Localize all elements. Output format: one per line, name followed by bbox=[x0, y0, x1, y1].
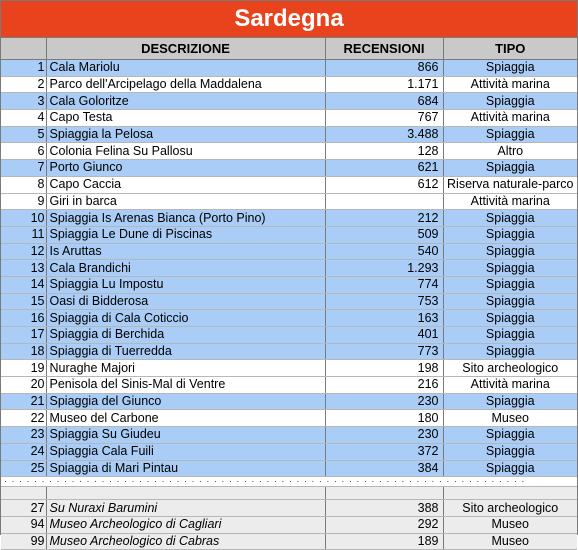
dotted-separator-row bbox=[1, 477, 577, 487]
row-number[interactable]: 18 bbox=[1, 343, 46, 360]
row-number[interactable]: 21 bbox=[1, 393, 46, 410]
row-descrizione[interactable]: Spiaggia Su Giudeu bbox=[46, 427, 325, 444]
row-number[interactable]: 11 bbox=[1, 226, 46, 243]
row-number[interactable]: 25 bbox=[1, 460, 46, 477]
row-tipo[interactable]: Spiaggia bbox=[443, 460, 577, 477]
table-row[interactable] bbox=[1, 143, 577, 160]
row-recensioni[interactable]: 1.293 bbox=[325, 260, 443, 277]
row-tipo[interactable]: Spiaggia bbox=[443, 60, 577, 77]
table-row[interactable] bbox=[1, 310, 577, 327]
table-row[interactable] bbox=[1, 443, 577, 460]
table-row[interactable] bbox=[1, 410, 577, 427]
header-num bbox=[1, 38, 46, 60]
row-descrizione[interactable]: Porto Giunco bbox=[46, 160, 325, 177]
row-number[interactable]: 3 bbox=[1, 93, 46, 110]
row-recensioni[interactable]: 621 bbox=[325, 160, 443, 177]
dotted-line: · · · · · · · · · · · · · · · · · · · · · · · · · · · · · · · · · · · · · · · · · · · · · · · · · · · · · · · · · · · · · · · · · · · · · · bbox=[4, 476, 526, 487]
row-descrizione[interactable]: Cala Mariolu bbox=[46, 60, 325, 77]
row-descrizione[interactable]: Spiaggia di Berchida bbox=[46, 327, 325, 344]
row-recensioni[interactable]: 163 bbox=[325, 310, 443, 327]
row-tipo[interactable]: Sito archeologico bbox=[443, 360, 577, 377]
row-descrizione[interactable]: Spiaggia Le Dune di Piscinas bbox=[46, 226, 325, 243]
row-recensioni[interactable]: 540 bbox=[325, 243, 443, 260]
row-descrizione[interactable]: Spiaggia del Giunco bbox=[46, 393, 325, 410]
row-number[interactable]: 10 bbox=[1, 210, 46, 227]
table-row[interactable] bbox=[1, 176, 577, 193]
header-descrizione: DESCRIZIONE bbox=[46, 38, 325, 60]
row-tipo[interactable]: Spiaggia bbox=[443, 210, 577, 227]
row-number[interactable]: 5 bbox=[1, 126, 46, 143]
row-tipo[interactable]: Riserva naturale-parco bbox=[443, 176, 577, 193]
row-tipo[interactable]: Spiaggia bbox=[443, 243, 577, 260]
row-number[interactable]: 9 bbox=[1, 193, 46, 210]
row-recensioni[interactable]: 384 bbox=[325, 460, 443, 477]
table-row[interactable] bbox=[1, 160, 577, 177]
table-row[interactable] bbox=[1, 76, 577, 93]
row-number[interactable]: 17 bbox=[1, 327, 46, 344]
row-recensioni[interactable]: 774 bbox=[325, 276, 443, 293]
row-descrizione[interactable]: Spiaggia di Tuerredda bbox=[46, 343, 325, 360]
row-number[interactable]: 27 bbox=[1, 500, 46, 517]
row-tipo[interactable]: Spiaggia bbox=[443, 343, 577, 360]
row-descrizione[interactable]: Su Nuraxi Barumini bbox=[46, 500, 325, 517]
row-descrizione[interactable]: Museo Archeologico di Cabras bbox=[46, 533, 325, 550]
table-row[interactable] bbox=[1, 377, 577, 394]
table-row[interactable] bbox=[1, 93, 577, 110]
table-body bbox=[1, 60, 577, 477]
row-recensioni[interactable]: 216 bbox=[325, 377, 443, 394]
row-descrizione[interactable]: Cala Brandichi bbox=[46, 260, 325, 277]
table-row[interactable] bbox=[1, 427, 577, 444]
header-tipo: TIPO bbox=[443, 38, 577, 60]
table-row[interactable] bbox=[1, 343, 577, 360]
table-row[interactable] bbox=[1, 293, 577, 310]
row-recensioni[interactable]: 401 bbox=[325, 327, 443, 344]
sheet-title: Sardegna bbox=[1, 1, 577, 38]
row-number[interactable]: 20 bbox=[1, 377, 46, 394]
row-tipo[interactable]: Spiaggia bbox=[443, 293, 577, 310]
row-descrizione[interactable]: Cala Goloritze bbox=[46, 93, 325, 110]
row-recensioni[interactable]: 509 bbox=[325, 226, 443, 243]
table-row[interactable] bbox=[1, 500, 577, 517]
row-number[interactable]: 13 bbox=[1, 260, 46, 277]
row-tipo[interactable]: Spiaggia bbox=[443, 427, 577, 444]
row-number[interactable]: 99 bbox=[1, 533, 46, 550]
row-tipo[interactable]: Attività marina bbox=[443, 193, 577, 210]
row-number[interactable]: 19 bbox=[1, 360, 46, 377]
row-number[interactable]: 94 bbox=[1, 516, 46, 533]
table-row[interactable] bbox=[1, 276, 577, 293]
table-row[interactable] bbox=[1, 260, 577, 277]
row-tipo[interactable]: Spiaggia bbox=[443, 443, 577, 460]
table-row[interactable] bbox=[1, 533, 577, 550]
separator bbox=[1, 477, 577, 500]
table-row[interactable] bbox=[1, 360, 577, 377]
header-recensioni: RECENSIONI bbox=[325, 38, 443, 60]
row-descrizione[interactable]: Parco dell'Arcipelago della Maddalena bbox=[46, 76, 325, 93]
row-recensioni[interactable]: 128 bbox=[325, 143, 443, 160]
extra-table-body bbox=[1, 500, 577, 550]
row-tipo[interactable]: Sito archeologico bbox=[443, 500, 577, 517]
row-recensioni[interactable]: 3.488 bbox=[325, 126, 443, 143]
row-descrizione[interactable]: Spiaggia di Cala Coticcio bbox=[46, 310, 325, 327]
row-descrizione[interactable]: Is Aruttas bbox=[46, 243, 325, 260]
row-recensioni[interactable]: 189 bbox=[325, 533, 443, 550]
row-tipo[interactable]: Museo bbox=[443, 533, 577, 550]
row-descrizione[interactable]: Spiaggia di Mari Pintau bbox=[46, 460, 325, 477]
row-number[interactable]: 15 bbox=[1, 293, 46, 310]
row-number[interactable]: 1 bbox=[1, 60, 46, 77]
row-number[interactable]: 22 bbox=[1, 410, 46, 427]
table-row[interactable] bbox=[1, 327, 577, 344]
row-tipo[interactable]: Spiaggia bbox=[443, 160, 577, 177]
table-row[interactable] bbox=[1, 60, 577, 77]
row-descrizione[interactable]: Museo Archeologico di Cagliari bbox=[46, 516, 325, 533]
row-number[interactable]: 8 bbox=[1, 176, 46, 193]
table-row[interactable] bbox=[1, 193, 577, 210]
row-recensioni[interactable]: 292 bbox=[325, 516, 443, 533]
row-tipo[interactable]: Spiaggia bbox=[443, 93, 577, 110]
row-number[interactable]: 16 bbox=[1, 310, 46, 327]
row-recensioni[interactable]: 767 bbox=[325, 110, 443, 127]
row-descrizione[interactable]: Giri in barca bbox=[46, 193, 325, 210]
row-descrizione[interactable]: Museo del Carbone bbox=[46, 410, 325, 427]
row-recensioni[interactable]: 372 bbox=[325, 443, 443, 460]
row-tipo[interactable]: Attività marina bbox=[443, 110, 577, 127]
row-tipo[interactable]: Museo bbox=[443, 516, 577, 533]
table-row[interactable] bbox=[1, 210, 577, 227]
row-descrizione[interactable]: Penisola del Sinis-Mal di Ventre bbox=[46, 377, 325, 394]
row-tipo[interactable]: Spiaggia bbox=[443, 226, 577, 243]
table-row[interactable] bbox=[1, 243, 577, 260]
empty-row bbox=[1, 487, 577, 500]
row-recensioni[interactable] bbox=[325, 193, 443, 210]
row-tipo[interactable]: Spiaggia bbox=[443, 260, 577, 277]
row-tipo[interactable]: Spiaggia bbox=[443, 327, 577, 344]
row-recensioni[interactable]: 612 bbox=[325, 176, 443, 193]
row-tipo[interactable]: Spiaggia bbox=[443, 310, 577, 327]
row-tipo[interactable]: Altro bbox=[443, 143, 577, 160]
row-number[interactable]: 12 bbox=[1, 243, 46, 260]
table-row[interactable] bbox=[1, 393, 577, 410]
row-number[interactable]: 7 bbox=[1, 160, 46, 177]
row-descrizione[interactable]: Colonia Felina Su Pallosu bbox=[46, 143, 325, 160]
row-descrizione[interactable]: Spiaggia Lu Impostu bbox=[46, 276, 325, 293]
row-tipo[interactable]: Spiaggia bbox=[443, 276, 577, 293]
row-recensioni[interactable]: 198 bbox=[325, 360, 443, 377]
row-number[interactable]: 2 bbox=[1, 76, 46, 93]
row-recensioni[interactable]: 866 bbox=[325, 60, 443, 77]
table-row[interactable] bbox=[1, 110, 577, 127]
row-recensioni[interactable]: 753 bbox=[325, 293, 443, 310]
row-tipo[interactable]: Museo bbox=[443, 410, 577, 427]
row-recensioni[interactable]: 773 bbox=[325, 343, 443, 360]
places-table bbox=[1, 38, 577, 550]
row-recensioni[interactable]: 230 bbox=[325, 427, 443, 444]
row-descrizione[interactable]: Spiaggia Is Arenas Bianca (Porto Pino) bbox=[46, 210, 325, 227]
row-descrizione[interactable]: Oasi di Bidderosa bbox=[46, 293, 325, 310]
row-recensioni[interactable]: 180 bbox=[325, 410, 443, 427]
row-descrizione[interactable]: Nuraghe Majori bbox=[46, 360, 325, 377]
row-recensioni[interactable]: 388 bbox=[325, 500, 443, 517]
row-descrizione[interactable]: Spiaggia la Pelosa bbox=[46, 126, 325, 143]
row-descrizione[interactable]: Spiaggia Cala Fuili bbox=[46, 443, 325, 460]
table-row[interactable] bbox=[1, 460, 577, 477]
row-tipo[interactable]: Attività marina bbox=[443, 76, 577, 93]
row-tipo[interactable]: Attività marina bbox=[443, 377, 577, 394]
row-number[interactable]: 4 bbox=[1, 110, 46, 127]
row-tipo[interactable]: Spiaggia bbox=[443, 126, 577, 143]
row-recensioni[interactable]: 684 bbox=[325, 93, 443, 110]
row-descrizione[interactable]: Capo Testa bbox=[46, 110, 325, 127]
row-number[interactable]: 23 bbox=[1, 427, 46, 444]
row-recensioni[interactable]: 230 bbox=[325, 393, 443, 410]
table-row[interactable] bbox=[1, 226, 577, 243]
header-row bbox=[1, 38, 577, 60]
row-descrizione[interactable]: Capo Caccia bbox=[46, 176, 325, 193]
row-number[interactable]: 14 bbox=[1, 276, 46, 293]
row-recensioni[interactable]: 212 bbox=[325, 210, 443, 227]
table-row[interactable] bbox=[1, 126, 577, 143]
row-tipo[interactable]: Spiaggia bbox=[443, 393, 577, 410]
table-row[interactable] bbox=[1, 516, 577, 533]
row-number[interactable]: 24 bbox=[1, 443, 46, 460]
row-recensioni[interactable]: 1.171 bbox=[325, 76, 443, 93]
row-number[interactable]: 6 bbox=[1, 143, 46, 160]
